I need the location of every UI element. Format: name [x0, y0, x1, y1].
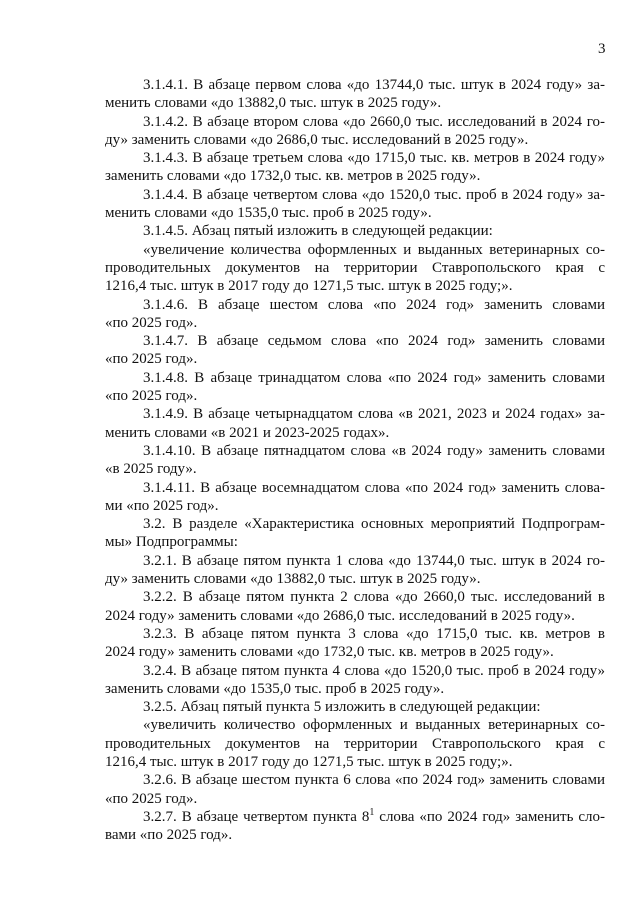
text-line: 3.2. В разделе «Характеристика основных мероприятий Подпрограм-: [143, 516, 605, 533]
text-segment: слова «по 2024 год» заменить сло-: [374, 808, 605, 825]
text-line: менить словами «до 13882,0 тыс. штук в 2025 году».: [105, 95, 442, 112]
text-line: 3.2.5. Абзац пятый пункта 5 изложить в следующей редакции:: [143, 699, 541, 716]
text-line: [105, 808, 605, 826]
text-line: «по 2025 год».: [105, 314, 198, 331]
text-line: 2024 году» заменить словами «до 2686,0 тыс. исследований в 2025 году».: [105, 607, 575, 624]
text-line: «увеличить количество оформленных и выданных ветеринарных со-: [143, 717, 605, 734]
text-line: мы» Подпрограммы:: [105, 534, 238, 551]
text-line: 3.1.4.8. В абзаце тринадцатом слова «по 2024 год» заменить словами: [143, 369, 605, 386]
text-line: 3.2.3. В абзаце пятом пункта 3 слова «до 1715,0 тыс. кв. метров в: [143, 625, 605, 642]
text-line: 3.2.6. В абзаце шестом пункта 6 слова «по 2024 год» заменить словами: [143, 772, 605, 789]
text-line: менить словами «в 2021 и 2023-2025 годах».: [105, 424, 390, 441]
text-line: 3.1.4.10. В абзаце пятнадцатом слова «в 2024 году» заменить словами: [143, 442, 605, 459]
text-line: 3.1.4.4. В абзаце четвертом слова «до 1520,0 тыс. проб в 2024 году» за-: [143, 186, 605, 203]
text-line: заменить словами «до 1535,0 тыс. проб в 2025 году».: [105, 680, 445, 697]
text-line: 3.1.4.6. В абзаце шестом слова «по 2024 год» заменить словами: [143, 296, 605, 313]
text-line: 3.1.4.9. В абзаце четырнадцатом слова «в 2021, 2023 и 2024 годах» за-: [143, 406, 605, 423]
text-line: 3.2.1. В абзаце пятом пункта 1 слова «до 13744,0 тыс. штук в 2024 го-: [143, 552, 605, 569]
text-line: «в 2025 году».: [105, 461, 197, 478]
text-line: 1216,4 тыс. штук в 2017 году до 1271,5 тыс. штук в 2025 году;».: [105, 753, 513, 770]
text-line: 1216,4 тыс. штук в 2017 году до 1271,5 тыс. штук в 2025 году;».: [105, 278, 513, 295]
text-line: 3.1.4.1. В абзаце первом слова «до 13744,0 тыс. штук в 2024 году» за-: [143, 77, 605, 93]
text-segment: 3.2.7. В абзаце четвертом пункта 8: [143, 808, 370, 825]
page-number: 3: [598, 41, 606, 57]
text-line: «по 2025 год».: [105, 790, 198, 807]
text-line: 3.1.4.7. В абзаце седьмом слова «по 2024 год» заменить словами: [143, 333, 605, 350]
text-line: 3.2.4. В абзаце пятом пункта 4 слова «до 1520,0 тыс. проб в 2024 году»: [143, 662, 605, 679]
text-line: ду» заменить словами «до 2686,0 тыс. исследований в 2025 году».: [105, 131, 529, 148]
text-line: 2024 году» заменить словами «до 1732,0 тыс. кв. метров в 2025 году».: [105, 644, 554, 661]
text-line: 3.2.2. В абзаце пятом пункта 2 слова «до 2660,0 тыс. исследований в: [143, 589, 605, 606]
text-line: менить словами «до 1535,0 тыс. проб в 2025 году».: [105, 205, 432, 222]
text-line: проводительных документов на территории Ставропольского края с: [105, 735, 605, 752]
text-line: «по 2025 год».: [105, 351, 198, 368]
text-line: 3.1.4.3. В абзаце третьем слова «до 1715,0 тыс. кв. метров в 2024 году»: [143, 150, 605, 167]
text-line: проводительных документов на территории Ставропольского края с: [105, 259, 605, 276]
text-line: 3.1.4.5. Абзац пятый изложить в следующей редакции:: [143, 223, 493, 240]
text-line: 3.1.4.2. В абзаце втором слова «до 2660,0 тыс. исследований в 2024 го-: [143, 113, 605, 130]
text-line: «увеличение количества оформленных и выданных ветеринарных со-: [143, 241, 605, 258]
document-body: [105, 76, 605, 844]
text-line: «по 2025 год».: [105, 388, 198, 405]
superscript: 1: [369, 806, 375, 818]
text-line: ду» заменить словами «до 13882,0 тыс. штук в 2025 году».: [105, 571, 481, 588]
text-line: ми «по 2025 год».: [105, 497, 219, 514]
text-line: 3.1.4.11. В абзаце восемнадцатом слова «по 2024 год» заменить слова-: [143, 479, 605, 496]
text-line: заменить словами «до 1732,0 тыс. кв. метров в 2025 году».: [105, 168, 481, 185]
text-line: вами «по 2025 год».: [105, 827, 233, 844]
